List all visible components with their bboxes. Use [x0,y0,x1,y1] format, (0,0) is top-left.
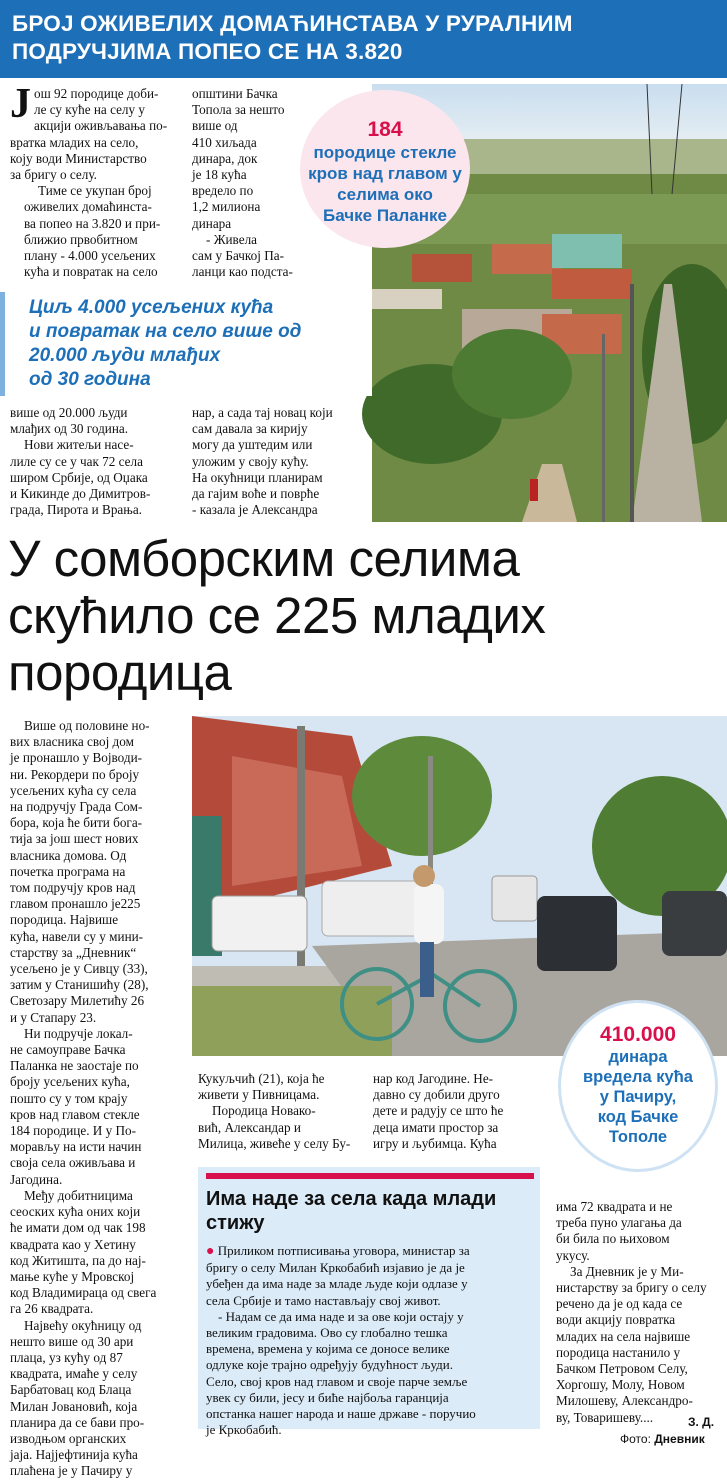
pull-quote: Циљ 4.000 усељених кућа и повратак на село више од 20.000 људи млађих од 30 година [0,292,372,396]
top-column-2: општини Бачка Топола за нешто више од 410 хиљада динара, док је 18 кућа вредело по 1,2 милиона динара - Живела сам у Бачкој Па- ланци као подста- [192,86,293,280]
drop-cap: Ј [10,81,31,127]
banner-line-2: ПОДРУЧЈИМА ПОПЕО СЕ НА 3.820 [12,39,403,64]
right-column: има 72 квадрата и не треба пуно улагања да би била по њиховом укусу. За Дневник је у Ми- нистарству за бригу о селу речено да је од када се води акцију повратка младих на села највише породица настанило у Бачком Петровом Селу, Хоргошу, Молу, Новом Милошеву, Александро- ву, Товаришеву.... [556,1199,707,1425]
bullet-icon: ● [206,1244,215,1259]
intro-paragraph: Ј ош 92 породице доби- ле су куће на селу у акцији оживљавања по- вратка младих на село, коју води Министарство за бригу о селу. [10,81,168,183]
article-headline: У сомборским селима скућило се 225 младих породица [8,530,546,701]
left-column: Више од половине но- вих власника свој дом је пронашло у Војводи- ни. Рекордери по броју усељених кућа су села на подручју Града Сом- бора, која ће бити бога- тија за још шест нових власника домова. Од почетка програма на том подручју кров над главом пронашло је225 породица. Највише кућа, навели су у мини- старству за „Дневник“ усељено је у Сивцу (33), затим у Станишићу (28), Светозару Милетићу 26 и у Стапару 23. Ни подручје локал- не самоуправе Бачка Паланка не заостаје по броју усељених кућа, пошто су у том крају кров над главом стекле 184 породице. И у По- морављу на исти начин своја села оживљава и Јагодина. Међу добитницима сеоских кућа оних који ће имати дом од чак 198 квадрата као у Хетину код Житишта, па до нај- мање куће у Мровској код Владимираца од свега га 26 квадрата. Највећу окућницу од нешто више од 30 ари плаца, уз кућу од 87 квадрата, имаће у селу Барбатовац код Блаца Милан Јовановић, која планира да се бави про- изводњом органских јаја. Најјефтинија кућа плаћена је у Пачиру у [10,718,157,1479]
center-column-1: Кукуљчић (21), која ће живети у Пивницама. Породица Новако- вић, Александар и Милица, живеће у селу Бу- [198,1071,351,1151]
callout-184-families [300,90,470,248]
box-body: ● Приликом потписивања уговора, министар за бригу о селу Милан Кркобабић изјавио је да је убеђен да има наде за младе људе који одлазе у села Србије и тамо настављају свој живот. - Надам се да има наде и за ове који остају у великим градовима. Ово су глобално тешка времена, времена у којима се доносе велике одлуке које трајно одређују будућност људи. Село, свој кров над главом и своје парче земље увек су били, јесу и биће најбоља гаранција опстанка нашег народа и наше државе - поручио је Кркобабић. [206,1243,476,1438]
photo-credit: Фото: Дневник [620,1432,705,1446]
callout-line: Бачке Паланке [323,206,447,225]
box-title: Има наде за села када млади стижу [206,1188,497,1234]
callout-number: 184 [367,118,403,141]
mid-column-2: нар, а сада тај новац који сам давала за кирију могу да уштедим или уложим у своју кућу. На окућници планирам да гајим воће и поврће - казала је Александра [192,405,333,518]
paragraph: Тиме се укупан број оживелих домаћинста- ва попео на 3.820 и при- ближио првобитном плану - 4.000 усељених кућа и повратак на село [24,183,161,280]
callout-410000-dinars: 410.000 динара вредела кућа у Пачиру, код Бачке Тополе [558,1000,718,1172]
callout-line: породице стекле [313,143,457,162]
section-banner [0,0,727,78]
center-column-2: нар код Јагодине. Не- давно су добили друго дете и радују се што ће деца имати простор за игру и љубимца. Кућа [373,1071,504,1151]
box-accent-bar [206,1173,534,1179]
callout-line: селима око [337,185,433,204]
callout-number: 410.000 [600,1023,676,1046]
sidebar-box [198,1167,540,1438]
top-column-1 [10,81,180,280]
banner-line-1: БРОЈ ОЖИВЕЛИХ ДОМАЋИНСТАВА У РУРАЛНИМ [12,11,573,36]
mid-column-1: више од 20.000 људи млађих од 30 година. Нови житељи насе- лиле су се у чак 72 села широм Србије, од Оџака и Кикинде до Димитров- града, Пирота и Врања. [10,405,151,518]
author-signature: З. Д. [688,1415,715,1429]
callout-line: кров над главом у [308,164,462,183]
